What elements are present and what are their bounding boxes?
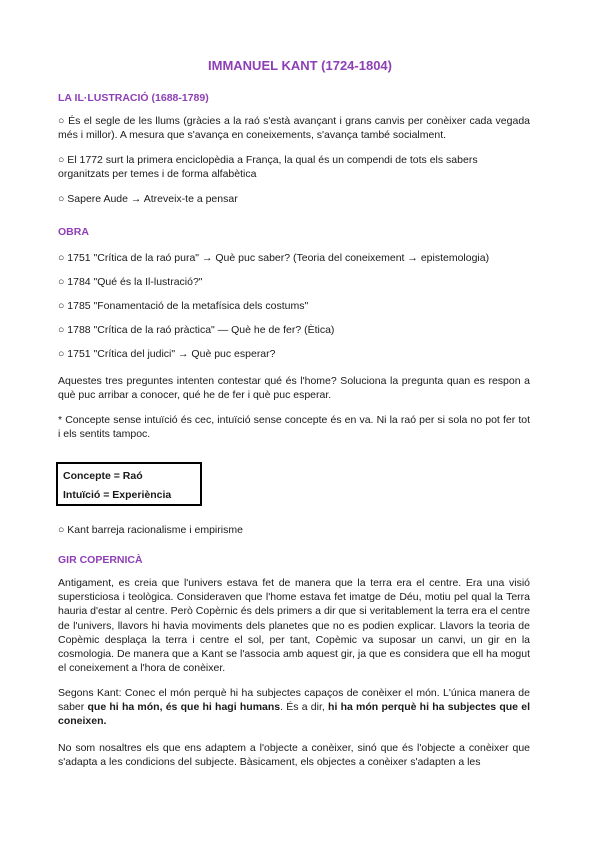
segons-kant-bold-1: que hi ha món, és que hi hagi humans [87,701,281,714]
segons-kant-text-1: Segons Kant: Conec el món perquè hi ha subjectes capaços de conèixer el món. L'única manera de saber [58,687,530,714]
gir-paragraph-segons-kant [58,686,530,729]
box-line-intuicio: Intuïció = Experiència [63,489,172,501]
box-line-concepte: Concepte = Raó [63,470,143,482]
obra-item-1: ○ 1751 "Crítica de la raó pura" → Què puc saber? (Teoria del coneixement → epistemologia) [58,252,490,264]
segons-kant-text-2: . És a dir, [280,701,329,714]
illustracio-point-2: ○ El 1772 surt la primera enciclopèdia a França, la qual és un compendi de tots els sabers organitzats per temes i de forma alfabètica [58,154,478,181]
obra-paragraph-questions: Aquestes tres preguntes intenten contestar qué és l'home? Soluciona la pregunta quan es respon a què puc arribar a conocer, qué he de fer i què puc esperar. [58,375,530,402]
segons-kant-bold-2: hi ha món perquè hi ha subjectes que el coneixen. [58,701,531,728]
section-heading-gir: GIR COPERNICÀ [58,554,143,566]
section-heading-obra: OBRA [58,226,89,238]
obra-point-kant: ○ Kant barreja racionalisme i empirisme [58,524,243,536]
obra-item-4: ○ 1788 "Crítica de la raó pràctica" — Què he de fer? (Ètica) [58,324,335,336]
gir-paragraph-adaptation: No som nosaltres els que ens adaptem a l'objecte a conèixer, sinó que és l'objecte a conèixer que s'adapta a les condicions del subjecte. Bàsicament, els objectes a conèixer s'adapten a les [58,742,530,769]
illustracio-point-1: ○ És el segle de les llums (gràcies a la raó s'està avançant i grans canvis per conèixer cada vegada més i millor). A mesura que s'avança en coneixements, s'avança també socialment. [58,115,530,142]
obra-item-5: ○ 1751 "Crítica del judici" → Què puc esperar? [58,348,276,360]
obra-item-3: ○ 1785 "Fonamentació de la metafísica dels costums" [58,300,309,312]
illustracio-point-3: ○ Sapere Aude → Atreveix-te a pensar [58,193,238,205]
section-heading-illustracio: LA IL·LUSTRACIÓ (1688-1789) [58,92,209,104]
gir-paragraph-history: Antigament, es creia que l'univers estava fet de manera que la terra era el centre. Era una visió supersticiosa i teològica. Consideraven que l'home estava fet imatge de Déu, motiu pel qual la Terra hauria d'estar al centre. Però Copèrnic és dels primers a dir que si veritablement la terra era el centre de l'univers, llavors hi havia moviments dels planetes que no es podien explicar. Llavors la teoria de Copèmic desplaça la terra i centre el sol, per tant, Copèmic va suposar un canvi, un gir en la cosmologia. De manera que a Kant se l'associa amb aquest gir, ja que es considera que ell ha mogut el coneixement a l'hora de conèixer. [58,577,530,675]
concept-intuition-box [56,462,202,506]
page-title: IMMANUEL KANT (1724-1804) [208,58,392,73]
obra-item-2: ○ 1784 "Qué és la Il-lustració?" [58,276,203,288]
obra-paragraph-concept: * Concepte sense intuïció és cec, intuïció sense concepte és en va. Ni la raó per si sola no pot fer tot i els sentits tampoc. [58,414,530,441]
